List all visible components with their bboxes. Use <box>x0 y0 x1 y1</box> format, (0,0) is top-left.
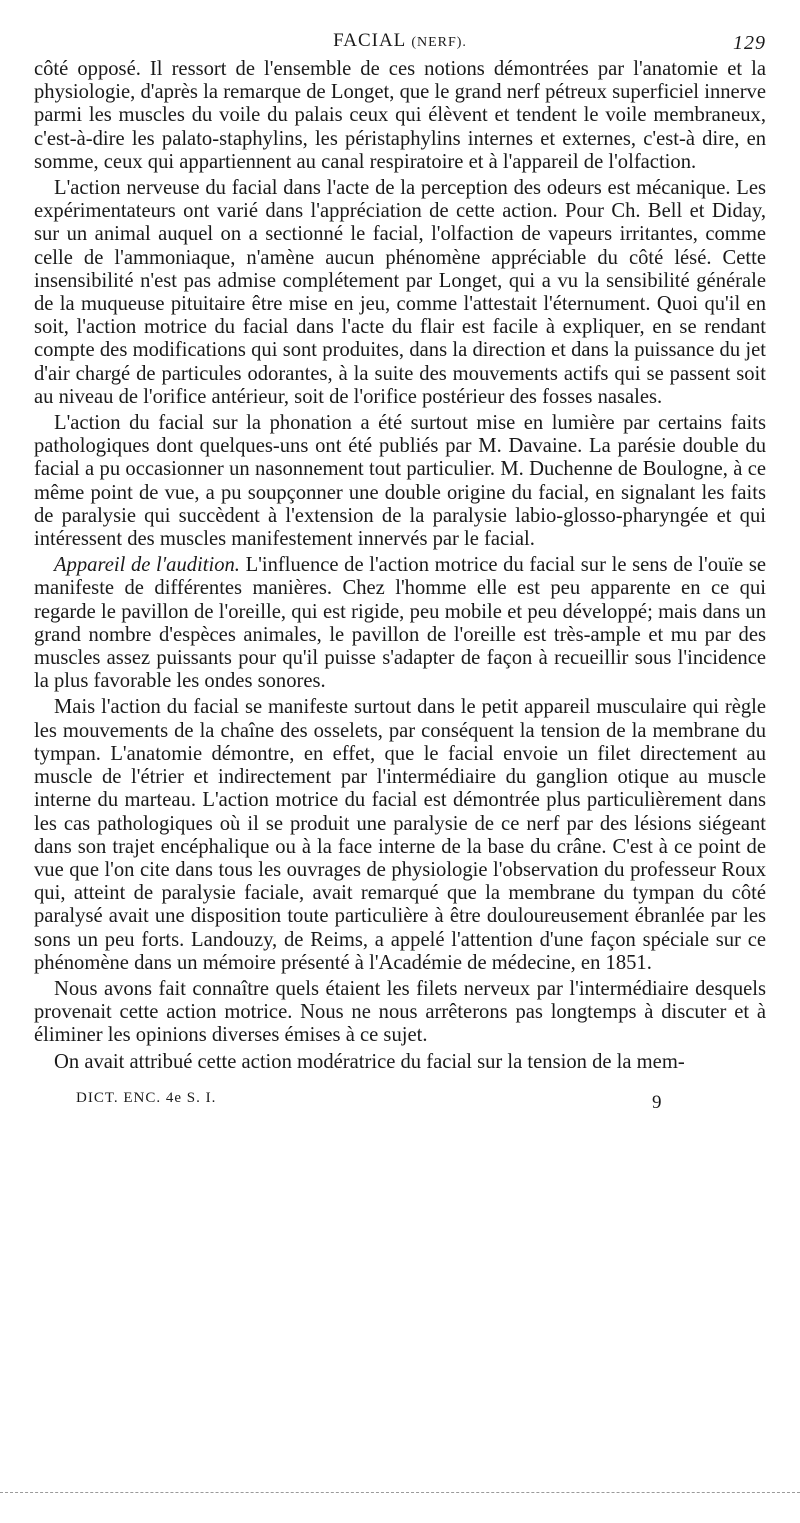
signature-number: 9 <box>652 1091 663 1113</box>
paragraph-4-text: L'influence de l'action motrice du facial sur le sens de l'ouïe se manifeste de différentes manières. Chez l'homme elle est peu apparente en ce qui regarde le pavillon de l'oreille, qui est rigide, peu mobile et peu développé; mais dans un grand nombre d'espèces animales, le pavillon de l'oreille est très-ample et mu par des muscles assez puissants pour qu'il puisse s'adapter de façon à recueillir sous l'incidence la plus favorable les ondes sonores. <box>34 554 766 693</box>
running-head <box>34 28 766 54</box>
running-title-sub: (NERF). <box>411 35 467 50</box>
scan-edge-rule <box>0 1492 800 1493</box>
page-footer <box>34 1084 766 1114</box>
signature-mark: DICT. ENC. 4e S. I. <box>76 1089 217 1106</box>
body-text <box>34 58 766 1074</box>
paragraph-6: Nous avons fait connaître quels étaient les filets nerveux par l'intermédiaire desquels provenait cette action motrice. Nous ne nous arrêterons pas longtemps à discuter et à éliminer les opinions diverses émises à ce sujet. <box>34 977 766 1047</box>
paragraph-7: On avait attribué cette action modératrice du facial sur la tension de la mem- <box>54 1050 685 1073</box>
section-heading-audition: Appareil de l'audition. <box>54 554 240 577</box>
page-number: 129 <box>733 32 766 54</box>
paragraph-1: côté opposé. Il ressort de l'ensemble de ces notions démontrées par l'anatomie et la physiologie, d'après la remarque de Longet, que le grand nerf pétreux superficiel innerve parmi les muscles du voile du palais ceux qui élèvent et tendent le voile membraneux, c'est-à-dire les palato-staphylins, les péristaphylins internes et externes, c'est-à dire, en somme, ceux qui appartiennent au canal respiratoire et à l'appareil de l'olfaction. <box>34 58 766 173</box>
paragraph-5: Mais l'action du facial se manifeste surtout dans le petit appareil musculaire qui règle les mouvements de la chaîne des osselets, par conséquent la tension de la membrane du tympan. L'anatomie démontre, en effet, que le facial envoie un filet directement au muscle de l'étrier et indirectement par l'intermédiaire du ganglion otique au muscle interne du marteau. L'action motrice du facial est démontrée plus particulièrement dans les cas pathologiques où il se produit une paralysie de ce nerf par des lésions siégeant dans son trajet encéphalique ou à la face interne de la base du crâne. C'est à ce point de vue que l'on cite dans tous les ouvrages de physiologie l'observation du professeur Roux qui, atteint de paralysie faciale, avait remarqué que la membrane du tympan du côté paralysé avait une disposition toute particulière à être douloureusement ébranlée par les sons un peu forts. Landouzy, de Reims, a appelé l'attention d'une façon spéciale sur ce phénomène dans un mémoire présenté à l'Académie de médecine, en 1851. <box>34 696 766 974</box>
running-title-main: FACIAL <box>333 30 406 51</box>
paragraph-4 <box>34 554 766 693</box>
document-page <box>34 28 766 1114</box>
running-title <box>34 30 766 52</box>
paragraph-3: L'action du facial sur la phonation a été surtout mise en lumière par certains faits pathologiques dont quelques-uns ont été publiés par M. Davaine. La parésie double du facial a pu occasionner un nasonnement tout particulier. M. Duchenne de Boulogne, à ce même point de vue, a pu soupçonner une double origine du facial, en signalant les faits de paralysie qui succèdent à l'extension de la paralysie labio-glosso-pharyngée et qui intéressent des muscles manifestement innervés par le facial. <box>34 412 766 551</box>
paragraph-2: L'action nerveuse du facial dans l'acte de la perception des odeurs est mécanique. Les expérimentateurs ont varié dans l'appréciation de cette action. Pour Ch. Bell et Diday, sur un animal auquel on a sectionné le facial, l'olfaction de vapeurs irritantes, comme celle de l'ammoniaque, n'amène aucun phénomène appréciable du côté lésé. Cette insensibilité n'est pas admise complétement par Longet, qui a vu la sensibilité générale de la muqueuse pituitaire être mise en jeu, comme l'attestait l'éternument. Quoi qu'il en soit, l'action motrice du facial dans l'acte du flair est facile à expliquer, en se rendant compte des modifications qui sont produites, dans la direction et dans la puissance du jet d'air chargé de particules odorantes, à la suite des mouvements actifs qui se passent soit au niveau de l'orifice antérieur, soit de l'orifice postérieur des fosses nasales. <box>34 177 766 408</box>
